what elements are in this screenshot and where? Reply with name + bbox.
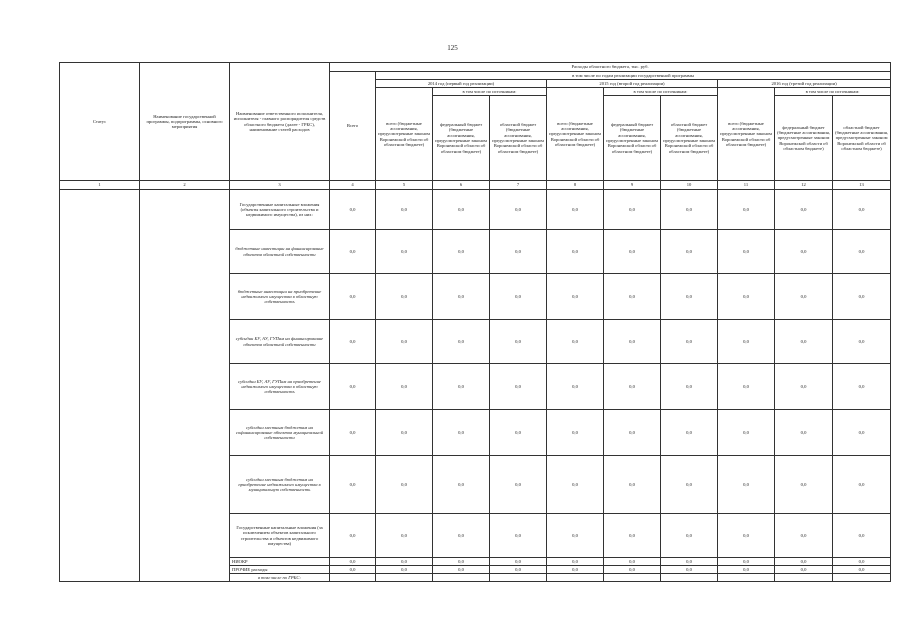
value-cell [547,574,604,582]
value-cell: 0,0 [775,514,833,558]
value-cell: 0,0 [775,410,833,456]
value-cell: 0,0 [376,456,433,514]
value-cell: 0,0 [604,566,661,574]
program-cell [140,190,230,582]
header-col-regional-2016: областной бюджет (бюджетные ассигнования, предусмотренные законом Воронежской области об областном бюджете) [833,96,891,181]
column-number-row [60,181,891,190]
value-cell: 0,0 [833,274,891,320]
column-number: 7 [490,181,547,190]
value-cell: 0,0 [833,514,891,558]
value-cell: 0,0 [775,566,833,574]
value-cell: 0,0 [490,364,547,410]
value-cell [833,574,891,582]
value-cell: 0,0 [490,514,547,558]
header-col-regional-2014: областной бюджет (бюджетные ассигнования, предусмотренные законом Воронежской области об областном бюджете) [490,96,547,181]
value-cell: 0,0 [433,558,490,566]
value-cell: 0,0 [433,274,490,320]
expense-item-name: субсидии местным бюджетам на приобретение недвижимого имущества в муниципальную собственность [230,456,330,514]
value-cell: 0,0 [330,320,376,364]
header-executor: Наименование ответственного исполнителя, исполнителя - главного распорядителя средств областного бюджета (далее - ГРБС), наименование статей расходов [230,63,330,181]
header-program: Наименование государственной программы, подпрограммы, основного мероприятия [140,63,230,181]
page-number: 125 [447,44,458,52]
value-cell: 0,0 [547,558,604,566]
column-number: 12 [775,181,833,190]
header-by-sources-2014: в том числе по источникам: [433,88,547,96]
value-cell: 0,0 [330,456,376,514]
value-cell: 0,0 [775,364,833,410]
value-cell: 0,0 [718,410,775,456]
column-number: 2 [140,181,230,190]
value-cell: 0,0 [661,274,718,320]
column-number: 5 [376,181,433,190]
value-cell: 0,0 [433,410,490,456]
header-col-regional-2015: областной бюджет (бюджетные ассигнования, предусмотренные законом Воронежской области об областном бюджете) [661,96,718,181]
value-cell [718,574,775,582]
value-cell: 0,0 [833,410,891,456]
value-cell: 0,0 [330,410,376,456]
value-cell: 0,0 [661,514,718,558]
expense-item-name: Государственные капитальные вложения (объекты капитального строительства и недвижимого имущества), из них: [230,190,330,230]
value-cell: 0,0 [833,456,891,514]
value-cell: 0,0 [718,456,775,514]
header-by-sources-2015: в том числе по источникам: [604,88,718,96]
header-col-federal-2014: федеральный бюджет (бюджетные ассигнования, предусмотренные законом Воронежской области об областном бюджете) [433,96,490,181]
value-cell: 0,0 [376,320,433,364]
header-year-2014: 2014 год (первый год реализации) [376,80,547,88]
value-cell: 0,0 [775,190,833,230]
value-cell: 0,0 [833,320,891,364]
value-cell: 0,0 [833,230,891,274]
value-cell: 0,0 [433,456,490,514]
value-cell: 0,0 [376,410,433,456]
header-by-sources-2016: в том числе по источникам: [775,88,891,96]
header-year-2015: 2015 год (второй год реализации) [547,80,718,88]
value-cell: 0,0 [718,320,775,364]
column-number: 13 [833,181,891,190]
value-cell: 0,0 [775,230,833,274]
value-cell: 0,0 [604,364,661,410]
value-cell: 0,0 [661,456,718,514]
header-expenses-title: Расходы областного бюджета, тыс. руб. [330,63,891,72]
value-cell: 0,0 [376,274,433,320]
value-cell: 0,0 [604,274,661,320]
header-status: Статус [60,63,140,181]
value-cell: 0,0 [490,566,547,574]
value-cell: 0,0 [433,190,490,230]
value-cell: 0,0 [330,274,376,320]
value-cell: 0,0 [433,566,490,574]
column-number: 11 [718,181,775,190]
header-col-all-2014: всего (бюджетные ассигнования, предусмотренные законом Воронежской области об областном бюджете) [376,88,433,181]
value-cell: 0,0 [775,456,833,514]
value-cell: 0,0 [433,364,490,410]
value-cell: 0,0 [833,364,891,410]
value-cell: 0,0 [604,456,661,514]
value-cell: 0,0 [604,558,661,566]
value-cell: 0,0 [547,320,604,364]
grbs-label: в том числе по ГРБС: [230,574,330,582]
value-cell: 0,0 [547,230,604,274]
value-cell [433,574,490,582]
value-cell: 0,0 [376,230,433,274]
header-col-all-2015: всего (бюджетные ассигнования, предусмотренные законом Воронежской области об областном бюджете) [547,88,604,181]
value-cell: 0,0 [490,274,547,320]
value-cell [604,574,661,582]
column-number: 8 [547,181,604,190]
value-cell: 0,0 [718,566,775,574]
header-by-years: в том числе по годам реализации государственной программы [376,72,891,80]
header-total: Всего [330,72,376,181]
value-cell: 0,0 [490,456,547,514]
value-cell: 0,0 [775,558,833,566]
value-cell: 0,0 [547,190,604,230]
column-number: 4 [330,181,376,190]
value-cell: 0,0 [330,190,376,230]
value-cell: 0,0 [718,364,775,410]
value-cell: 0,0 [547,410,604,456]
header-col-federal-2015: федеральный бюджет (бюджетные ассигнования, предусмотренные законом Воронежской области об областном бюджете) [604,96,661,181]
value-cell: 0,0 [490,410,547,456]
value-cell: 0,0 [547,364,604,410]
column-number: 3 [230,181,330,190]
value-cell: 0,0 [718,190,775,230]
value-cell: 0,0 [490,190,547,230]
value-cell: 0,0 [604,190,661,230]
value-cell: 0,0 [775,320,833,364]
value-cell: 0,0 [833,566,891,574]
value-cell: 0,0 [490,320,547,364]
value-cell [490,574,547,582]
value-cell: 0,0 [775,274,833,320]
expense-item-name: бюджетные инвестиции на финансирование объектов областной собственности [230,230,330,274]
value-cell: 0,0 [330,558,376,566]
value-cell [376,574,433,582]
value-cell: 0,0 [376,558,433,566]
expense-item-name: НИОКР [230,558,330,566]
value-cell: 0,0 [604,320,661,364]
header-col-all-2016: всего (бюджетные ассигнования, предусмотренные законом Воронежской области об областном бюджете) [718,88,775,181]
table-row [60,190,891,230]
expense-item-name: ПРОЧИЕ расходы [230,566,330,574]
budget-table [59,62,891,582]
value-cell: 0,0 [661,558,718,566]
value-cell: 0,0 [547,456,604,514]
value-cell: 0,0 [547,566,604,574]
value-cell: 0,0 [330,514,376,558]
column-number: 10 [661,181,718,190]
expense-item-name: Государственные капитальные вложения (за исключением объектов капитального строительства и объектов недвижимого имущества) [230,514,330,558]
status-cell [60,190,140,582]
value-cell: 0,0 [604,514,661,558]
value-cell: 0,0 [433,320,490,364]
expense-item-name: бюджетные инвестиции на приобретение недвижимого имущества в областную собственность [230,274,330,320]
expense-item-name: субсидии местным бюджетам на софинансирование объектов муниципальной собственности [230,410,330,456]
value-cell: 0,0 [661,364,718,410]
value-cell: 0,0 [330,566,376,574]
value-cell: 0,0 [718,558,775,566]
value-cell: 0,0 [718,514,775,558]
value-cell: 0,0 [547,514,604,558]
value-cell: 0,0 [718,230,775,274]
value-cell: 0,0 [433,230,490,274]
value-cell: 0,0 [376,190,433,230]
value-cell: 0,0 [661,190,718,230]
column-number: 1 [60,181,140,190]
value-cell: 0,0 [433,514,490,558]
expense-item-name: субсидии БУ, АУ, ГУПам на финансирование объектов областной собственности [230,320,330,364]
value-cell: 0,0 [661,320,718,364]
value-cell: 0,0 [376,364,433,410]
value-cell: 0,0 [661,230,718,274]
column-number: 6 [433,181,490,190]
value-cell [661,574,718,582]
value-cell: 0,0 [330,364,376,410]
value-cell: 0,0 [376,514,433,558]
value-cell: 0,0 [376,566,433,574]
value-cell: 0,0 [490,230,547,274]
expense-item-name: субсидии БУ, АУ, ГУПам на приобретение недвижимого имущества в областную собственность [230,364,330,410]
value-cell: 0,0 [604,230,661,274]
value-cell: 0,0 [718,274,775,320]
header-year-2016: 2016 год (третий год реализации) [718,80,891,88]
header-col-federal-2016: федеральный бюджет (бюджетные ассигнования, предусмотренные законом Воронежской области об областном бюджете) [775,96,833,181]
value-cell: 0,0 [833,190,891,230]
value-cell: 0,0 [661,410,718,456]
column-number: 9 [604,181,661,190]
value-cell [330,574,376,582]
value-cell [775,574,833,582]
value-cell: 0,0 [330,230,376,274]
value-cell: 0,0 [661,566,718,574]
value-cell: 0,0 [604,410,661,456]
value-cell: 0,0 [833,558,891,566]
value-cell: 0,0 [547,274,604,320]
value-cell: 0,0 [490,558,547,566]
